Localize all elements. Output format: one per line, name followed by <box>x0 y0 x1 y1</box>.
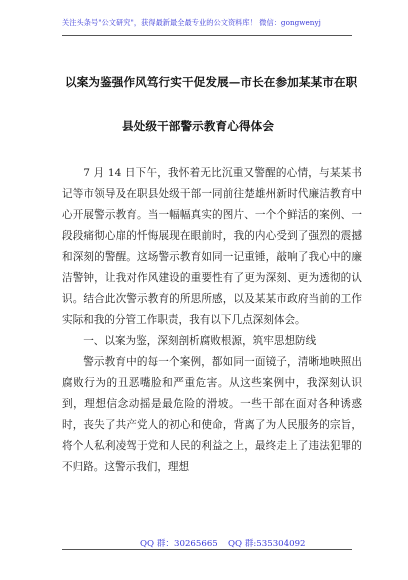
header-banner: 关注头条号"公文研究"，获得最新最全最专业的公文资料库！ 微信：gongwenyj <box>62 18 321 27</box>
body-paragraph-section-1: 警示教育中的每一个案例，都如同一面镜子，清晰地映照出腐败行为的丑恶嘴脸和严重危害。从这些案例中，我深刻认识到，理想信念动摇是最危险的滑坡。一些干部在面对各种诱惑时，丧失了共产党人的初心和使命，背离了为人民服务的宗旨，将个人私利凌驾于党和人民的利益之上，最终走上了违法犯罪的不归路。这警示我们，理想 <box>62 356 362 473</box>
body-paragraph-intro: 7 月 14 日下午，我怀着无比沉重又警醒的心情，与某某书记等市领导及在职县处级干部一同前往楚雄州新时代廉洁教育中心开展警示教育。当一幅幅真实的图片、一个个鲜活的案例、一段段痛彻心扉的忏悔展现在眼前时，我的内心受到了强烈的震撼和深刻的警醒。这场警示教育如同一记重锤，敲响了我心中的廉洁警钟，让我对作风建设的重要性有了更为深刻、更为透彻的认识。结合此次警示教育的所思所感，以及某某市政府当前的工作实际和我的分管工作职责，我有以下几点深刻体会。 <box>62 167 362 326</box>
footer-qq-group-1: QQ 群：30265665 <box>140 539 218 549</box>
footer-qq-group-2: QQ 群:535304092 <box>228 539 306 549</box>
document-title-line-2: 县处级干部警示教育心得体会 <box>122 119 275 133</box>
footer-divider <box>62 549 352 550</box>
header-divider <box>62 35 352 36</box>
document-title-line-1: 以案为鉴强作风笃行实干促发展—市长在参加某某市在职 <box>65 75 358 89</box>
section-heading-1: 一、以案为鉴，深刻剖析腐败根源，筑牢思想防线 <box>83 335 317 347</box>
